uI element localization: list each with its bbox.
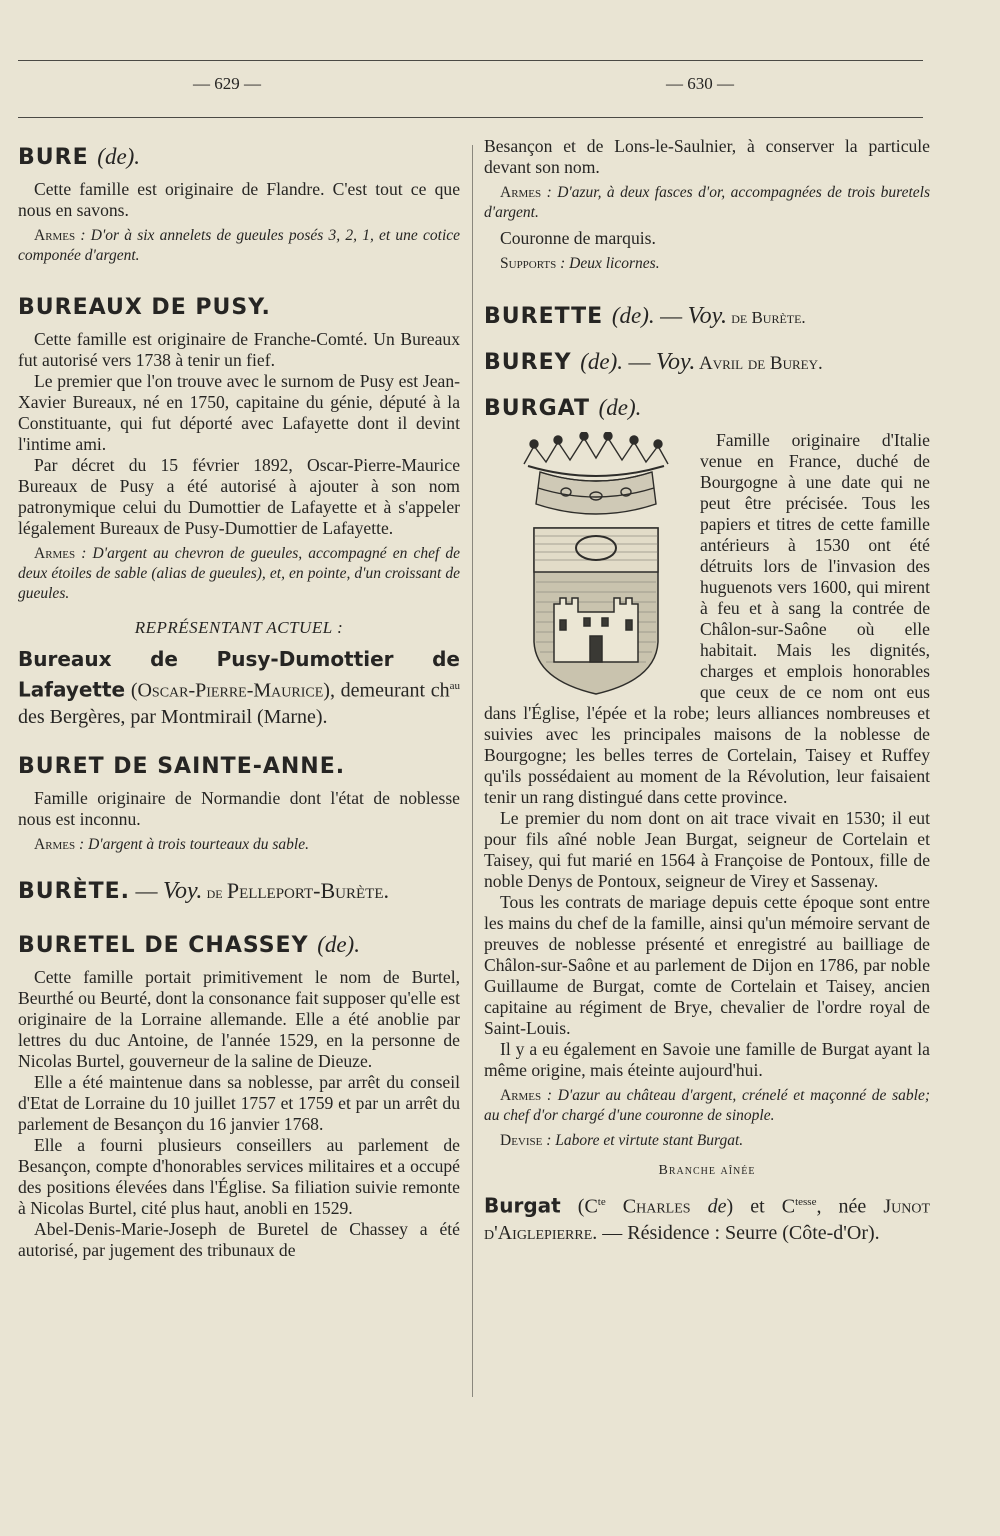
paragraph: Le premier du nom dont on ait trace vivait en 1530; il eut pour fils aîné noble Jean Burgat, seigneur de Cortelain et Taisey, qui fut marié en 1564 à Françoise de Pontoux, fille de noble Denys de Pontoux, seigneur de Virey et Sassenay.	[484, 808, 930, 891]
abbrev-superscript: au	[449, 680, 461, 692]
paragraph: Le premier que l'on trouve avec le surnom de Pusy est Jean-Xavier Bureaux, né en 1750, capitaine du génie, député à la Constituante, qui fut déporté avec Lafayette dont il devint l'intime ami.	[18, 371, 460, 454]
representative-entry	[484, 1189, 930, 1246]
representative-name: Bureaux de Pusy-Dumottier de Lafayette	[18, 647, 460, 702]
arms-bure	[18, 226, 460, 266]
paragraph: Famille originaire d'Italie venue en France, duché de Bourgogne à une date qui ne peut être précisée. Tous les papiers et titres de cette famille antérieurs à 1530 ont été détruits lors de l'invasion des huguenots vers 1600, qui mirent à feu et à sang la contrée de Châlon-sur-Saône où elle habitait. Mais les dignités, charges et emplois honorables que ceux de ce nom ont eus dans l'Église, l'épée et la robe; leurs alliances nombreuses et suivies avec les principales maisons de la noblesse de Bourgogne; les belles terres de Cortelain, Taisey et Ruffey qu'ils possédaient au moment de la Révolution, leur faisaient tenir un rang distingué dans cette province.	[484, 430, 930, 807]
abbrev-superscript: tesse	[795, 1196, 817, 1208]
paragraph: Famille originaire de Normandie dont l'état de noblesse nous est inconnu.	[18, 787, 460, 829]
maiden-name: Junot d'Aiglepierre.	[484, 1195, 931, 1244]
devise-burgat	[484, 1131, 930, 1151]
right-column	[484, 136, 930, 1246]
see-reference: Voy.	[687, 303, 727, 329]
see-reference: Voy.	[163, 877, 203, 904]
dash: —	[623, 349, 656, 374]
dash: —	[654, 303, 688, 328]
arms-label: Armes	[500, 1087, 542, 1104]
cross-reference: Burète.	[751, 308, 806, 327]
particle: (de).	[598, 395, 642, 420]
entry-name: BURETTE	[484, 304, 604, 329]
representative-name: Burgat	[484, 1193, 561, 1218]
particle: (de).	[317, 931, 360, 957]
arms-text: : D'argent à trois tourteaux du sable.	[79, 835, 309, 853]
paragraph: Elle a été maintenue dans sa noblesse, par arrêt du conseil d'Etat de Lorraine du 10 juillet 1757 et 1759 et par un arrêt du parlement de Besançon du 16 janvier 1768.	[18, 1071, 460, 1134]
arms-label: Armes	[34, 835, 76, 853]
arms-text: : D'or à six annelets de gueules posés 3, 2, 1, et une cotice componée d'argent.	[18, 227, 461, 264]
residence-text: — Résidence : Seurre (Côte-d'Or).	[597, 1221, 880, 1244]
page-number-right: — 630 —	[666, 74, 734, 93]
paragraph: Tous les contrats de mariage depuis cette époque sont entre les mains du chef de la famille, ainsi qu'un mémoire servant de preuves de noblesse présenté et enregistré au bailliage de Châlon-sur-Saône et au parlement de Dijon en 1786, par noble Guillaume de Burgat, comte de Cortelain et Taisey, ancien capitaine au régiment de Brye, chevalier de l'ordre royal de Saint-Louis.	[484, 892, 930, 1038]
paragraph: Il y a eu également en Savoie une famille de Burgat ayant la même origine, mais éteinte aujourd'hui.	[484, 1039, 930, 1080]
paragraph: Elle a fourni plusieurs conseillers au parlement de Besançon, compte d'honorables services militaires et a occupé des positions élevées dans l'Église. Sa filiation suivie remonte à Nicolas Burtel, cité plus haut, anobli en 1529.	[18, 1134, 460, 1218]
reference-particle: de	[202, 882, 227, 902]
cross-reference: Burey.	[769, 353, 823, 374]
entry-name: BURÈTE.	[18, 878, 130, 904]
entry-name: BURETEL DE CHASSEY	[18, 932, 309, 958]
arms-label: Armes	[34, 545, 76, 562]
title-part: , née	[816, 1195, 884, 1218]
entry-heading-buretel	[18, 930, 460, 961]
title-part: (C	[577, 1195, 598, 1218]
paragraph: Par décret du 15 février 1892, Oscar-Pierre-Maurice Bureaux de Pusy a été autorisé à ajouter à son nom patronymique celui du Dumottier de Lafayette et à s'appeler légalement Bureaux de Pusy-Dumottier de Lafayette.	[18, 455, 460, 538]
given-name: Charles	[605, 1195, 708, 1218]
entry-heading-bure	[18, 142, 460, 173]
supports	[484, 254, 930, 274]
paragraph: Cette famille est originaire de Franche-Comté. Un Bureaux fut autorisé vers 1738 à tenir un fief.	[18, 329, 460, 370]
entry-name: BURE	[18, 145, 89, 170]
arms-text: : D'azur au château d'argent, crénelé et maçonné de sable; au chef d'or chargé d'une couronne de sinople.	[484, 1087, 931, 1124]
entry-heading-burgat	[484, 393, 930, 424]
arms-label: Armes	[500, 184, 542, 201]
supports-text: : Deux licornes.	[560, 255, 660, 272]
residence-text-end: des Bergères, par Montmirail (Marne).	[18, 705, 328, 728]
arms-burgat	[484, 1086, 930, 1126]
coat-of-arms-shield-icon	[506, 432, 686, 698]
branch-heading: Branche aînée	[658, 1163, 756, 1178]
entry-heading-bureaux: BUREAUX DE PUSY.	[18, 295, 271, 320]
entry-heading-burete	[18, 876, 460, 908]
reference-prefix: Avril de	[695, 353, 770, 374]
entry-heading-burey	[484, 347, 930, 379]
top-rule	[18, 60, 923, 61]
cross-reference: Pelleport-Burète.	[226, 877, 389, 903]
page-number-left: — 629 —	[193, 74, 261, 93]
residence-text: , demeurant ch	[329, 679, 450, 702]
header-rule	[18, 117, 923, 118]
paragraph: Besançon et de Lons-le-Saulnier, à conserver la particule devant son nom.	[484, 136, 930, 177]
dash: —	[130, 877, 163, 903]
particle: (de).	[97, 144, 141, 169]
paragraph: Abel-Denis-Marie-Joseph de Buretel de Chassey a été autorisé, par jugement des tribunaux de	[18, 1218, 460, 1260]
left-column	[18, 136, 460, 1261]
entry-heading-buret: BURET DE SAINTE-ANNE.	[18, 753, 346, 779]
representative-heading: REPRÉSENTANT ACTUEL :	[134, 618, 344, 637]
burgat-coat-of-arms	[506, 432, 686, 698]
particle: (de).	[611, 303, 655, 328]
arms-label: Armes	[34, 227, 76, 244]
title-part: ) et C	[726, 1195, 796, 1218]
devise-label: Devise	[500, 1132, 543, 1149]
paragraph: Cette famille portait primitivement le nom de Burtel, Beurthé ou Beurté, dont la consonance fait supposer qu'elle est originaire de la Lorraine allemande. Elle a été anoblie par lettres du duc Antoine, de l'année 1529, en la personne de Nicolas Burtel, gouverneur de la saline de Dieuze.	[18, 966, 460, 1071]
arms-buret	[18, 835, 460, 855]
entry-name: BURGAT	[484, 396, 590, 421]
paragraph: Cette famille est originaire de Flandre. C'est tout ce que nous en savons.	[18, 179, 460, 220]
arms-bureaux	[18, 544, 460, 604]
supports-label: Supports	[500, 255, 557, 272]
representative-given-names: (Oscar-Pierre-Maurice)	[130, 679, 330, 702]
entry-name: BUREY	[484, 350, 572, 375]
arms-buretel	[484, 183, 930, 223]
particle: (de).	[580, 349, 623, 374]
particle: de	[707, 1195, 727, 1218]
entry-heading-burette	[484, 301, 930, 333]
devise-text: : Labore et virtute stant Burgat.	[546, 1132, 744, 1149]
reference-particle: de	[726, 308, 752, 327]
column-divider	[472, 145, 473, 1397]
representative-entry	[18, 646, 460, 730]
arms-text: : D'argent au chevron de gueules, accompagné en chef de deux étoiles de sable (alias de gueules), et, en pointe, d'un croissant de gueules.	[18, 545, 461, 602]
see-reference: Voy.	[656, 349, 696, 375]
abbrev-superscript: te	[597, 1196, 606, 1208]
arms-text: : D'azur, à deux fasces d'or, accompagnées de trois buretels d'argent.	[484, 184, 931, 221]
coronet-line: Couronne de marquis.	[500, 228, 656, 248]
